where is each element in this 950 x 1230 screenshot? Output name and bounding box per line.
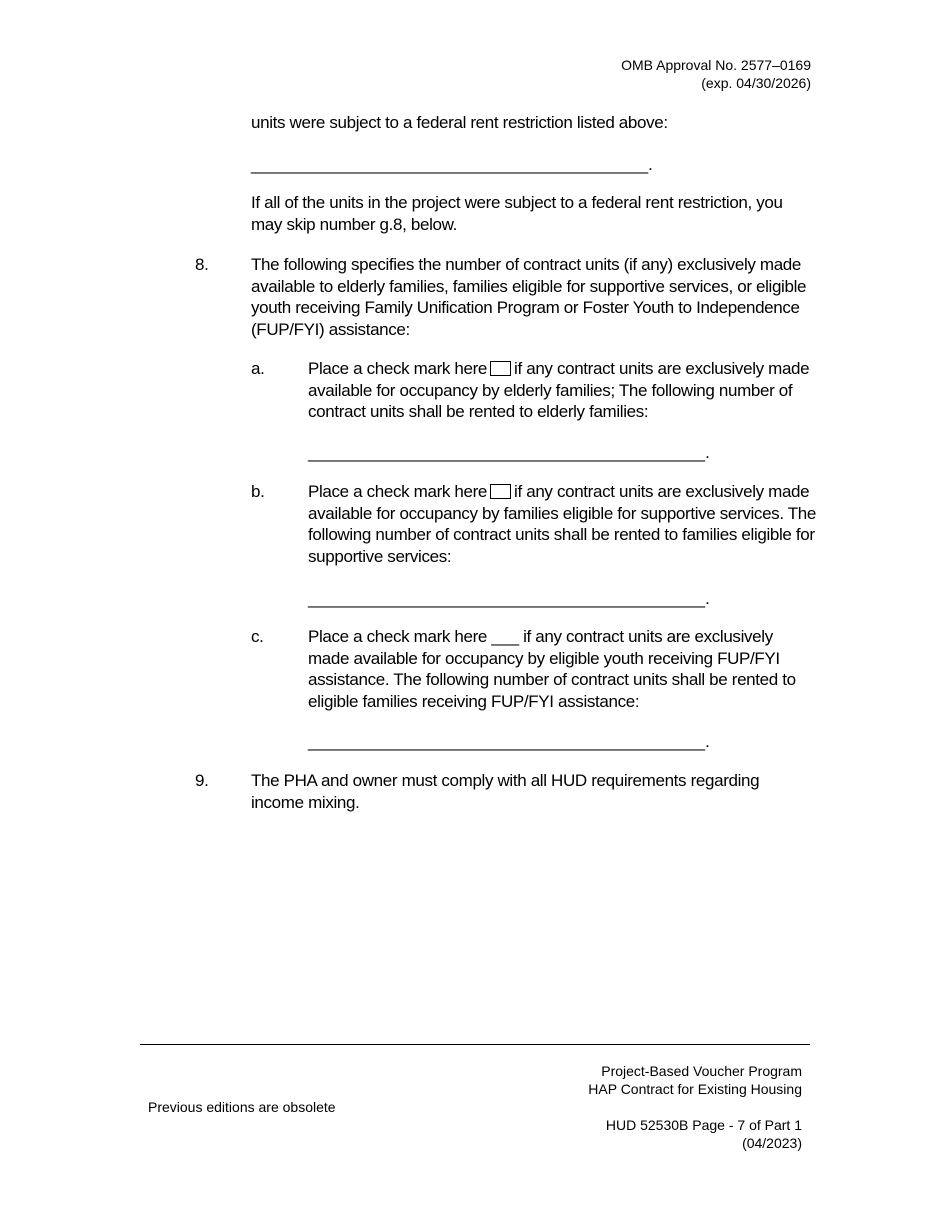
footer-contract-name: HAP Contract for Existing Housing	[588, 1081, 802, 1097]
footer-program-name: Project-Based Voucher Program	[601, 1063, 802, 1079]
fup-fyi-units-blank[interactable]: __________________________________________.	[308, 732, 710, 751]
supportive-services-units-blank[interactable]: __________________________________________.	[308, 589, 710, 608]
elderly-units-blank[interactable]: __________________________________________.	[308, 443, 710, 462]
item-8a-letter: a.	[251, 359, 265, 378]
item-8b-text	[308, 481, 818, 567]
item-8-number: 8.	[195, 255, 209, 274]
footer-obsolete-note: Previous editions are obsolete	[148, 1099, 336, 1115]
item-8-text: The following specifies the number of contract units (if any) exclusively made available to elderly families, families eligible for supportive services, or eligible youth receiving Family Unification Program or Foster Youth to Independence (FUP/FYI) assistance:	[251, 255, 807, 339]
item-8b-text-after: if any contract units are exclusively made available for occupancy by families eligible for supportive services. The following number of contract units shall be rented to families eligible for supportive services:	[308, 482, 817, 566]
footer-divider	[140, 1044, 810, 1045]
item-9-text: The PHA and owner must comply with all HUD requirements regarding income mixing.	[251, 771, 760, 812]
item-8a-text-after: if any contract units are exclusively made available for occupancy by elderly families; The following number of contract units shall be rented to elderly families:	[308, 359, 810, 421]
federal-units-blank[interactable]: __________________________________________.	[251, 155, 653, 174]
skip-note: If all of the units in the project were subject to a federal rent restriction, you may skip number g.8, below.	[251, 193, 783, 234]
item-8a-text-before: Place a check mark here	[308, 359, 488, 378]
footer-form-block	[606, 1116, 802, 1152]
item-9-number: 9.	[195, 771, 209, 790]
footer-form-date: (04/2023)	[742, 1135, 802, 1151]
elderly-families-checkbox[interactable]	[490, 361, 511, 376]
omb-approval-number: OMB Approval No. 2577–0169	[621, 57, 811, 73]
item-8c-text-after: if any contract units are exclusively made available for occupancy by eligible youth receiving FUP/FYI assistance. The following number of contract units shall be rented to eligible families receiving FUP/FYI assistance:	[308, 627, 796, 711]
item-8c-letter: c.	[251, 627, 264, 646]
item-8b-text-before: Place a check mark here	[308, 482, 488, 501]
supportive-services-checkbox[interactable]	[490, 484, 511, 499]
item-8b-letter: b.	[251, 482, 265, 501]
item-8c-text-before: Place a check mark here	[308, 627, 488, 646]
item-8a-text	[308, 358, 818, 423]
item-8c-text	[308, 626, 818, 712]
fup-fyi-check-blank[interactable]: ___	[491, 627, 519, 646]
footer-form-page: HUD 52530B Page - 7 of Part 1	[605, 1117, 802, 1133]
footer-program-block	[588, 1062, 802, 1098]
continued-line: units were subject to a federal rent restriction listed above:	[251, 113, 668, 132]
omb-expiration-date: (exp. 04/30/2026)	[701, 75, 811, 91]
omb-approval-block	[621, 56, 811, 92]
